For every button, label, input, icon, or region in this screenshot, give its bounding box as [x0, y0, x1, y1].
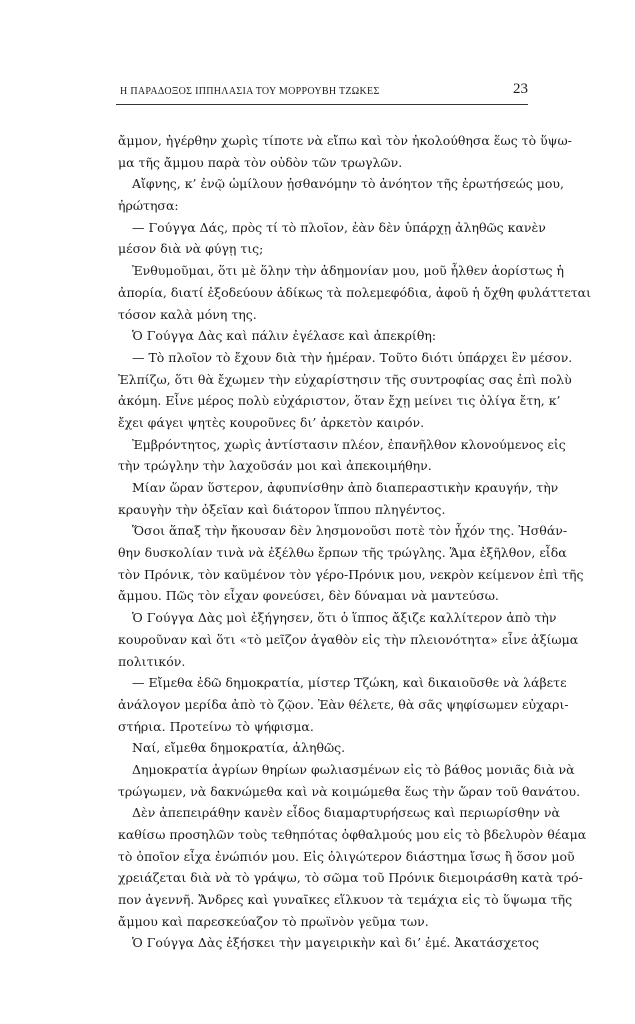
text-line: Ὁ Γούγγα Δὰς καὶ πάλιν ἐγέλασε καὶ ἀπεκρίθη: [132, 328, 437, 344]
text-line: — Τὸ πλοῖον τὸ ἔχουν διὰ τὴν ἡμέραν. Τοῦτο διότι ὑπάρχει ἓν μέσον. [132, 349, 573, 365]
text-line: τόσον καλὰ μόνη της. [118, 306, 257, 322]
text-line: Ἐμβρόντητος, χωρὶς ἀντίστασιν πλέον, ἐπανῆλθον κλονούμενος εἰς [132, 436, 566, 452]
text-line: Ἐλπίζω, ὅτι θὰ ἔχωμεν τὴν εὐχαρίστησιν τῆς συντροφίας σας ἐπὶ πολὺ [118, 371, 572, 387]
text-line: Δημοκρατία ἀγρίων θηρίων φωλιασμένων εἰς τὸ βάθος μονιᾶς διὰ νὰ [132, 761, 575, 777]
text-line: Ἐνθυμοῦμαι, ὅτι μὲ ὅλην τὴν ἀδημονίαν μου, μοῦ ἦλθεν ἀορίστως ἡ [132, 263, 564, 279]
text-line: — Γούγγα Δάς, πρὸς τί τὸ πλοῖον, ἐὰν δὲν ὑπάρχῃ ἀληθῶς κανὲν [132, 219, 546, 235]
body-text [118, 130, 592, 954]
text-line: Ναί, εἴμεθα δημοκρατία, ἀληθῶς. [132, 740, 346, 756]
text-line: κουροῦναν καὶ ὅτι «τὸ μεῖζον ἀγαθὸν εἰς τὴν πλειονότητα» εἶνε ἀξίωμα [118, 631, 579, 647]
text-line: — Εἴμεθα ἐδῶ δημοκρατία, μίστερ Τζώκη, καὶ δικαιοῦσθε νὰ λάβετε [132, 675, 567, 691]
text-line: χρειάζεται διὰ νὰ τὸ γράψω, τὸ σῶμα τοῦ Πρόνικ διεμοιράσθη κατὰ τρό- [118, 870, 583, 886]
text-line: ἄμμον, ἠγέρθην χωρὶς τίποτε νὰ εἴπω καὶ τὸν ἠκολούθησα ἕως τὸ ὕψω- [118, 133, 572, 148]
text-line: Ὅσοι ἅπαξ τὴν ἤκουσαν δὲν λησμονοῦσι ποτὲ τὸν ἦχόν της. Ἠσθάν- [132, 523, 568, 539]
text-line: τὸ ὁποῖον εἶχα ἐνώπιόν μου. Εἰς ὀλιγώτερον διάστημα ἴσως ἢ ὅσον μοῦ [118, 848, 575, 864]
text-line: ἄμμου. Πῶς τὸν εἶχαν φονεύσει, δὲν δύναμαι νὰ μαντεύσω. [118, 588, 499, 604]
text-line: Ὁ Γούγγα Δὰς ἐξήσκει τὴν μαγειρικὴν καὶ δι’ ἐμέ. Ἀκατάσχετος [132, 935, 540, 951]
text-line: καθίσω προσηλῶν τοὺς τεθηπότας ὀφθαλμούς μου εἰς τὸ βδελυρὸν θέαμα [118, 827, 587, 842]
text-line: τὴν τρώγλην τὴν λαχοῦσάν μοι καὶ ἀπεκοιμήθην. [118, 458, 432, 474]
text-line: μα τῆς ἄμμου παρὰ τὸν οὐδὸν τῶν τρωγλῶν. [118, 154, 403, 170]
running-head [116, 80, 528, 105]
text-line: στήρια. Προτείνω τὸ ψήφισμα. [118, 718, 314, 734]
text-line: ἔχει φάγει ψητὲς κουροῦνες δι’ ἀρκετὸν καιρόν. [118, 414, 425, 430]
text-line: πολιτικόν. [118, 653, 186, 669]
text-line: Μίαν ὥραν ὕστερον, ἀφυπνίσθην ἀπὸ διαπεραστικὴν κραυγήν, τὴν [132, 480, 559, 495]
text-line: ἀπορία, διατί ἐξοδεύουν ἀδίκως τὰ πολεμεφόδια, ἀφοῦ ἡ ὄχθη φυλάττεται [118, 284, 592, 300]
text-line: ἀνάλογον μερίδα ἀπὸ τὸ ζῷον. Ἐὰν θέλετε, θὰ σᾶς ψηφίσωμεν εὐχαρι- [118, 696, 569, 712]
page-number: 23 [513, 81, 528, 97]
text-line: ἀκόμη. Εἶνε μέρος πολὺ εὐχάριστον, ὅταν ἔχῃ μείνει τις ὀλίγα ἔτη, κ’ [118, 393, 561, 409]
running-title: Η ΠΑΡΑΔΟΞΟΣ ΙΠΠΗΛΑΣΙΑ ΤΟΥ ΜΟΡΡΟΥΒΗ ΤΖΩΚΕΣ [120, 86, 380, 97]
text-line: ἄμμου καὶ παρεσκεύαζον τὸ πρωϊνὸν γεῦμα των. [118, 913, 429, 929]
text-line: Αἴφνης, κ’ ἐνῷ ὡμίλουν ᾐσθανόμην τὸ ἀνόητον τῆς ἐρωτήσεώς μου, [132, 176, 564, 192]
text-line: τὸν Πρόνικ, τὸν καϋμένον τὸν γέρο-Πρόνικ μου, νεκρὸν κείμενον ἐπὶ τῆς [118, 566, 584, 582]
text-line: Ὁ Γούγγα Δὰς μοὶ ἐξήγησεν, ὅτι ὁ ἵππος ἄξιζε καλλίτερον ἀπὸ τὴν [132, 610, 557, 626]
text-line: τρώγωμεν, νὰ δακνώμεθα καὶ νὰ κοιμώμεθα ἕως τὴν ὥραν τοῦ θανάτου. [118, 783, 581, 799]
text-line: κραυγὴν τὴν ὀξεῖαν καὶ διάτορον ἵππου πληγέντος. [118, 501, 446, 517]
text-line: ἠρώτησα: [118, 198, 179, 214]
text-line: θην δυσκολίαν τινὰ νὰ ἐξέλθω ἔρπων τῆς τρώγλης. Ἅμα ἐξῆλθον, εἶδα [118, 545, 567, 561]
text-line: μέσον διὰ νὰ φύγῃ τις; [118, 241, 264, 257]
text-line: πον ἀγεννῆ. Ἄνδρες καὶ γυναῖκες εἵλκυον τὰ τεμάχια εἰς τὸ ὕψωμα τῆς [118, 892, 573, 908]
text-line: Δὲν ἀπεπειράθην κανὲν εἶδος διαμαρτυρήσεως καὶ περιωρίσθην νὰ [132, 805, 560, 821]
